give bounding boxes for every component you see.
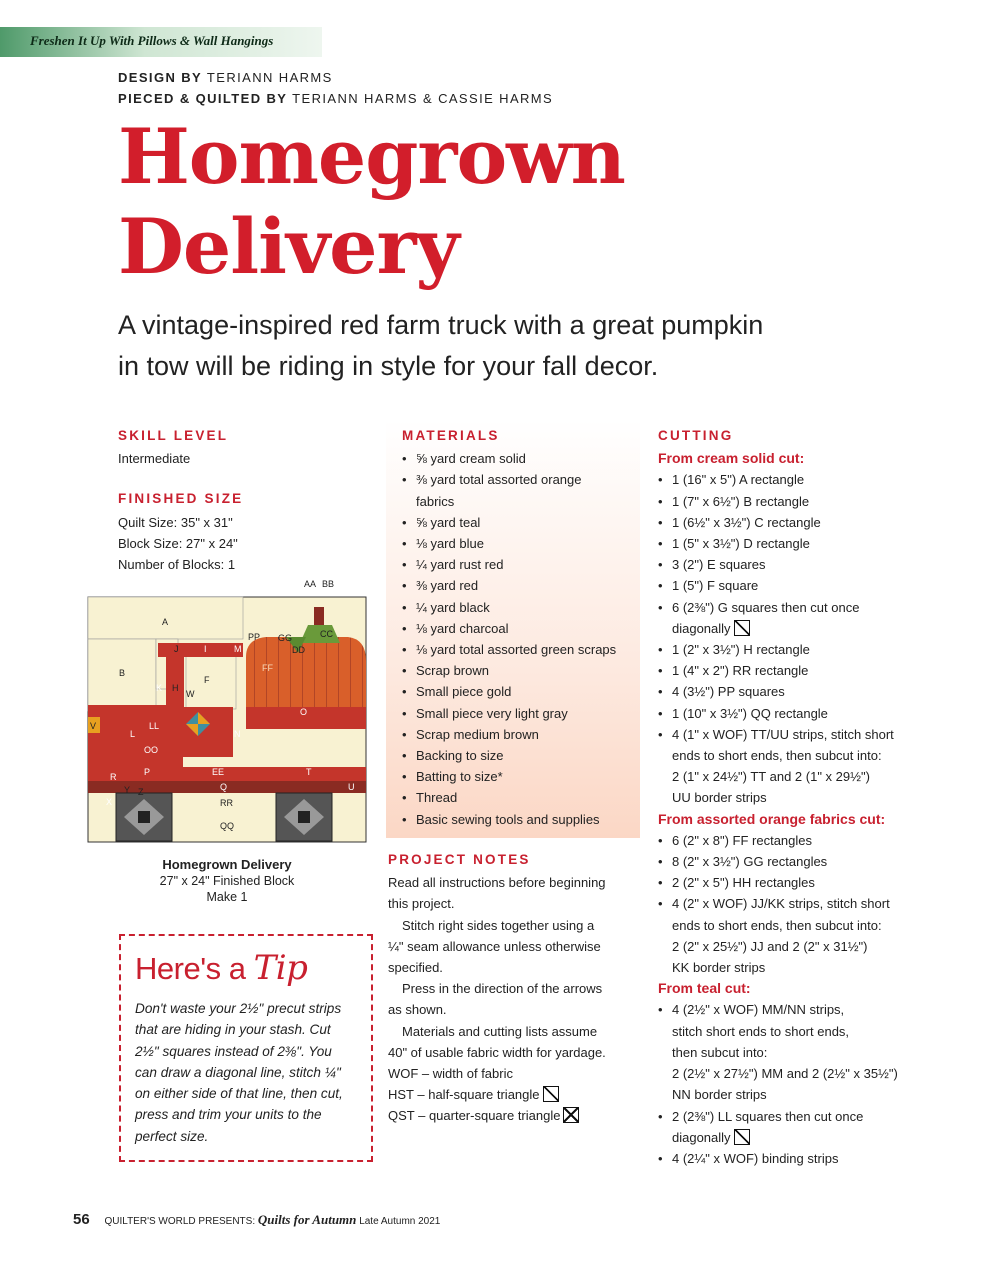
tip-box [119,934,373,1162]
page-title [118,112,625,292]
list-item: • 4 (2" x WOF) JJ/KK strips, stitch short [658,893,958,914]
diagram-label: DD [292,645,305,655]
notes-line: Materials and cutting lists assume [402,1023,598,1039]
diagram-label: X [106,797,113,807]
list-item-cont: UU border strips [672,790,767,806]
diagram-label: BB [322,579,335,589]
diagram-caption [86,857,368,905]
tip-line: Don't waste your 2½" precut strips [135,1001,342,1016]
diagram-label: PP [248,632,261,642]
list-item: • 6 (2" x 8") FF rectangles [658,830,958,851]
diagram-label: M [234,644,242,654]
qst-icon [563,1107,579,1123]
cutting-heading: CUTTING [658,428,734,443]
list-item: • 2 (2⅜") LL squares then cut once [658,1106,958,1127]
diagram-label: OO [144,745,159,755]
section-tab-label: Freshen It Up With Pillows & Wall Hangings [30,33,274,48]
list-item: • 6 (2⅜") G squares then cut once [658,597,958,618]
diagram-label: J [174,644,179,654]
list-item: • 1 (4" x 2") RR rectangle [658,660,958,681]
list-item: • 1 (10" x 3½") QQ rectangle [658,703,958,724]
list-item [402,491,638,512]
list-item: • ⅝ yard teal [402,512,638,533]
diagram-label: I [204,644,207,654]
diagram-label: T [306,767,312,777]
tip-line: can draw a diagonal line, stitch ¼" [135,1064,341,1080]
materials-heading: MATERIALS [402,428,500,443]
caption-make: Make 1 [206,890,248,904]
diagram-label: N [234,729,241,739]
quilted-label: PIECED & QUILTED BY [118,91,288,106]
notes-line: as shown. [388,1002,447,1018]
list-item-cont [658,1127,958,1148]
finished-line: Block Size: 27" x 24" [118,535,238,551]
list-item-text: diagonally [672,1129,731,1145]
list-item: • 2 (2" x 5") HH rectangles [658,872,958,893]
finished-line: Quilt Size: 35" x 31" [118,514,233,530]
notes-line-hst [388,1084,638,1105]
subtitle [118,305,918,387]
list-item: • 4 (2½" x WOF) MM/NN strips, [658,999,958,1020]
diagram-label: EE [212,767,225,777]
list-item: • Batting to size* [402,766,638,787]
hst-icon [734,1129,750,1145]
notes-line-qst [388,1105,638,1126]
page-number: 56 [73,1211,90,1228]
list-item: • 1 (2" x 3½") H rectangle [658,639,958,660]
notes-section [388,849,638,1127]
list-item: • Basic sewing tools and supplies [402,809,638,830]
cutting-sub-teal: From teal cut: [658,980,751,997]
list-item: • ¼ yard black [402,597,638,618]
diagram-label: F [204,675,210,685]
design-label: DESIGN BY [118,70,203,85]
orange-list [658,830,958,978]
tip-line: perfect size. [135,1128,209,1144]
list-item: • ⅛ yard blue [402,533,638,554]
list-item-text: diagonally [672,620,731,636]
list-item-cont [658,618,958,639]
list-item: • 1 (5" x 3½") D rectangle [658,533,958,554]
list-item-cont: 2 (2" x 25½") JJ and 2 (2" x 31½") [672,938,868,954]
cutting-section [658,425,958,1169]
footer-pub: QUILTER'S WORLD PRESENTS: [104,1216,256,1227]
finished-heading: FINISHED SIZE [118,491,244,507]
list-item: • 4 (3½") PP squares [658,681,958,702]
notes-line: ¼" seam allowance unless otherwise [388,938,601,954]
list-item: • 4 (1" x WOF) TT/UU strips, stitch short [658,724,958,745]
list-item: • ¼ yard rust red [402,554,638,575]
diagram-label: H [172,683,179,693]
caption-title: Homegrown Delivery [162,857,292,872]
notes-line: this project. [388,896,455,912]
list-item-cont: NN border strips [672,1087,767,1103]
list-item: • Thread [402,787,638,808]
diagram-label: QQ [220,821,235,831]
cutting-sub-orange: From assorted orange fabrics cut: [658,810,886,827]
list-item-cont: then subcut into: [672,1044,768,1060]
notes-line: QST – quarter-square triangle [388,1108,561,1124]
notes-line: specified. [388,960,443,976]
diagram-label: LL [149,721,160,731]
materials-list [402,448,638,830]
diagram-label: RR [220,798,233,808]
notes-line: Stitch right sides together using a [402,917,595,933]
teal-list [658,999,958,1169]
tip-line: on either side of that line, then cut, [135,1086,343,1102]
list-item: • Small piece very light gray [402,703,638,724]
finished-line: Number of Blocks: 1 [118,557,236,573]
section-tab [0,27,322,57]
quilters: TERIANN HARMS & CASSIE HARMS [292,91,554,106]
cutting-sub-cream: From cream solid cut: [658,450,805,467]
title-line-1: Homegrown [118,112,625,201]
skill-value: Intermediate [118,451,191,467]
notes-line: 40" of usable fabric width for yardage. [388,1044,606,1060]
list-item: • Backing to size [402,745,638,766]
list-item-cont: stitch short ends to short ends, [672,1023,850,1039]
diagram-label: W [186,689,195,699]
diagram-label: V [90,721,97,731]
footer-mag: Quilts for Autumn [257,1212,357,1227]
diagram-label: FF [262,663,273,673]
list-item: • Scrap brown [402,660,638,681]
hst-icon [734,620,750,636]
list-item-cont: ends to short ends, then subcut into: [672,748,882,764]
tip-title-a: Here's a [135,951,246,986]
tip-title-b: Tip [253,948,308,988]
list-item: • 1 (16" x 5") A rectangle [658,469,958,490]
diagram-label: K [156,683,163,693]
diagram-label: L [130,729,136,739]
designer: TERIANN HARMS [206,70,333,85]
notes-line: WOF – width of fabric [388,1066,513,1082]
list-item: • 1 (5") F square [658,575,958,596]
caption-size: 27" x 24" Finished Block [159,874,295,888]
diagram-label: Z [138,787,144,797]
title-line-2: Delivery [118,202,459,291]
list-item-cont: KK border strips [672,960,766,976]
diagram-label: P [144,767,151,777]
list-item: • 1 (7" x 6½") B rectangle [658,491,958,512]
diagram-label: CC [320,629,333,639]
list-item-cont: fabrics [416,493,455,509]
list-item: • ⅝ yard cream solid [402,448,638,469]
diagram-label: A [162,617,169,627]
tip-line: that are hiding in your stash. Cut [135,1022,331,1038]
list-item: • 4 (2¼" x WOF) binding strips [658,1148,958,1169]
skill-heading: SKILL LEVEL [118,428,229,443]
list-item: • ⅛ yard total assorted green scraps [402,639,638,660]
page-footer [73,1211,440,1228]
list-item: • ⅛ yard charcoal [402,618,638,639]
list-item: • ⅜ yard total assorted orange [402,469,638,490]
list-item: • ⅜ yard red [402,575,638,596]
tip-line: press and trim your units to the [135,1107,322,1123]
notes-line: Press in the direction of the arrows [402,981,603,997]
diagram-label: GG [278,633,293,643]
cream-list [658,469,958,808]
notes-line: HST – half-square triangle [388,1087,540,1103]
notes-line: Read all instructions before beginning [388,875,606,891]
notes-heading: PROJECT NOTES [388,852,531,867]
list-item-cont: 2 (1" x 24½") TT and 2 (1" x 29½") [672,769,870,785]
credits [118,67,553,109]
list-item: • Scrap medium brown [402,724,638,745]
tip-body [135,998,363,1147]
footer-issue: Late Autumn 2021 [359,1216,441,1227]
block-diagram [86,577,368,845]
list-item: • 1 (6½" x 3½") C rectangle [658,512,958,533]
materials-section [402,425,638,830]
subtitle-line-2: in tow will be riding in style for your fall decor. [118,351,659,381]
diagram-label: B [119,668,126,678]
list-item-cont: 2 (2½" x 27½") MM and 2 (2½" x 35½") [672,1066,898,1082]
diagram-label: R [110,772,117,782]
diagram-label: O [300,707,308,717]
subtitle-line-1: A vintage-inspired red farm truck with a great pumpkin [118,310,764,340]
list-item: • Small piece gold [402,681,638,702]
tip-line: 2½" squares instead of 2⅜". You [135,1043,332,1059]
diagram-label: Y [124,785,131,795]
skill-section [118,425,368,575]
list-item: • 3 (2") E squares [658,554,958,575]
diagram-label: AA [304,579,317,589]
list-item: • 8 (2" x 3½") GG rectangles [658,851,958,872]
diagram-label: U [348,782,355,792]
tip-title [135,948,307,988]
hst-icon [543,1086,559,1102]
list-item-cont: ends to short ends, then subcut into: [672,917,882,933]
diagram-label: Q [220,782,228,792]
